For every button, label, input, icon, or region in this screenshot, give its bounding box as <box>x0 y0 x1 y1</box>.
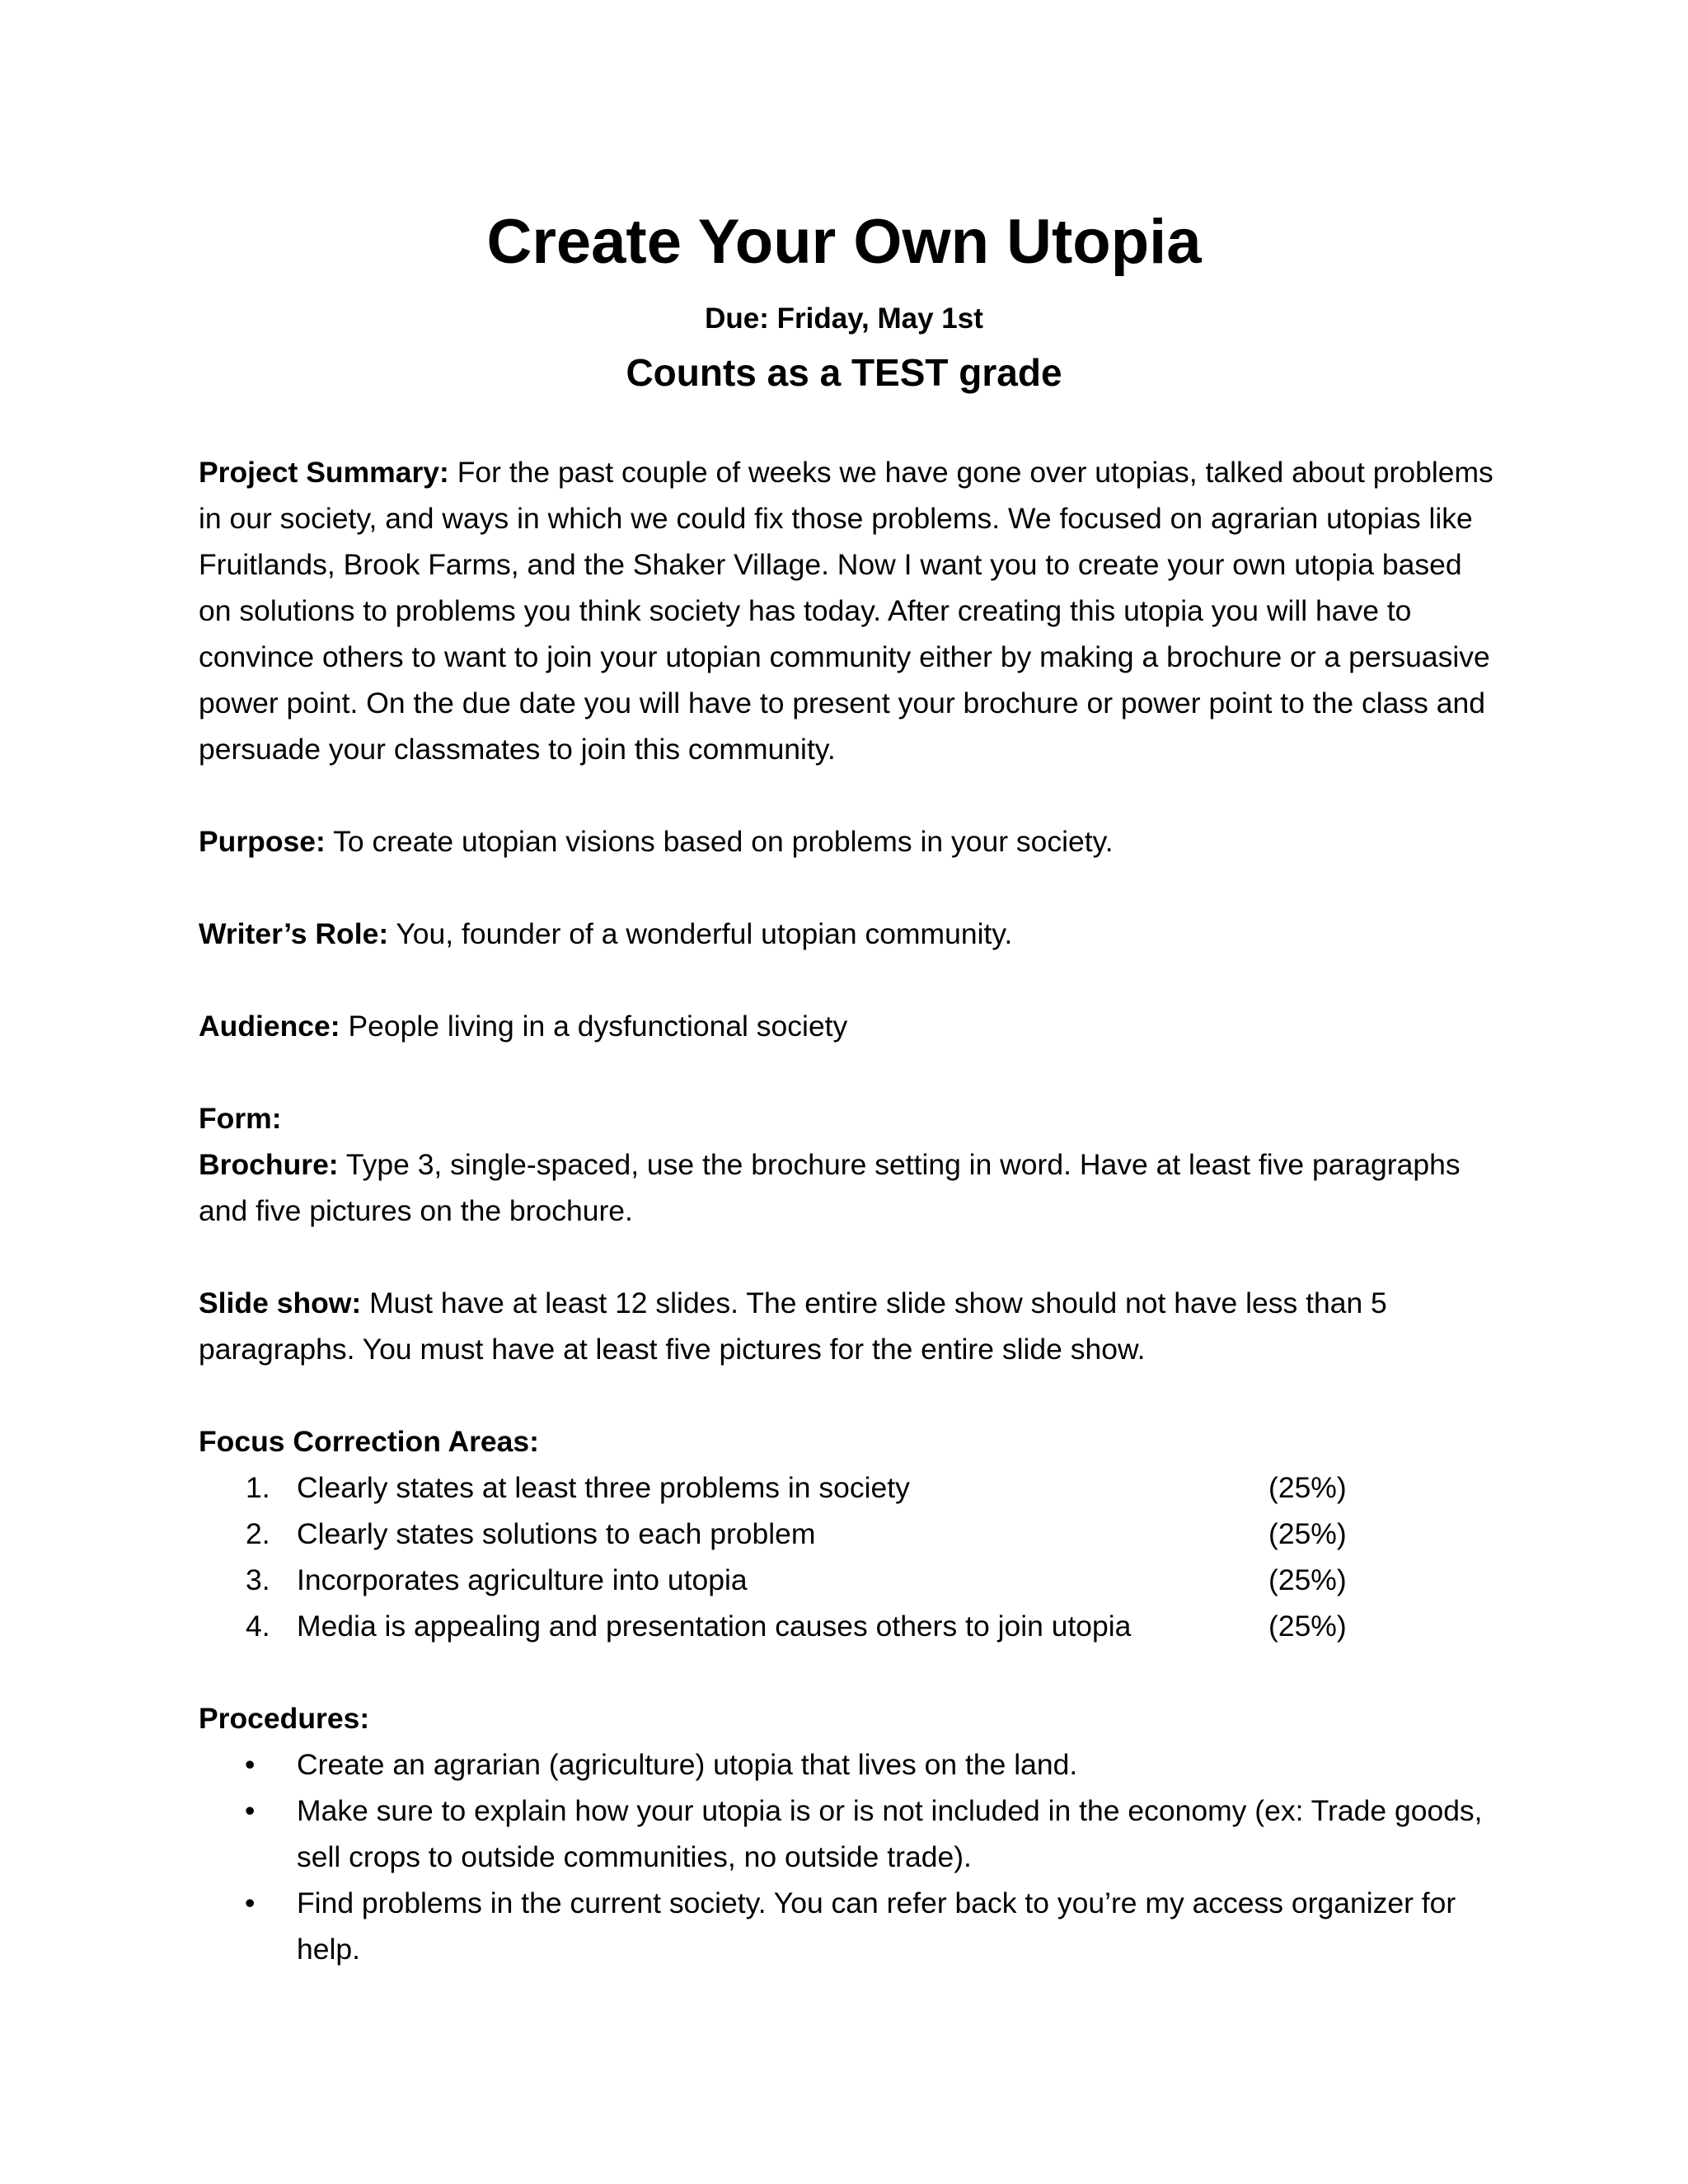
form-heading: Form: <box>199 1102 282 1135</box>
focus-correction-list <box>199 1465 1501 1649</box>
list-item-weight: (25%) <box>1268 1610 1347 1643</box>
list-item <box>199 1741 1517 1788</box>
list-item <box>199 1880 1517 1972</box>
brochure-section <box>199 1141 1501 1234</box>
grade-weight-subtitle: Counts as a TEST grade <box>626 351 1062 394</box>
list-item-number: 1. <box>246 1471 270 1504</box>
purpose-label: Purpose: <box>199 825 326 858</box>
procedures-heading: Procedures: <box>199 1702 370 1735</box>
list-item <box>199 1788 1517 1880</box>
bullet-icon: • <box>245 1748 256 1781</box>
writers-role-text: You, founder of a wonderful utopian community. <box>388 917 1013 950</box>
purpose-text: To create utopian visions based on problems in your society. <box>325 825 1114 858</box>
brochure-label: Brochure: <box>199 1148 339 1181</box>
audience-text: People living in a dysfunctional society <box>340 1010 848 1043</box>
list-item-text: Clearly states solutions to each problem <box>297 1517 816 1550</box>
list-item <box>199 1603 1501 1649</box>
list-item-number: 4. <box>246 1610 270 1643</box>
list-item-text: Incorporates agriculture into utopia <box>297 1563 748 1596</box>
brochure-text: Type 3, single-spaced, use the brochure setting in word. Have at least five paragraphs and five pictures on the brochure. <box>199 1148 1461 1227</box>
bullet-icon: • <box>245 1886 256 1919</box>
slideshow-text: Must have at least 12 slides. The entire slide show should not have less than 5 paragraphs. You must have at least five pictures for the entire slide show. <box>199 1286 1387 1366</box>
writers-role-label: Writer’s Role: <box>199 917 389 950</box>
project-summary-section <box>199 449 1501 772</box>
page-title: Create Your Own Utopia <box>486 207 1202 277</box>
audience-section <box>199 1003 1501 1049</box>
list-item-number: 2. <box>246 1517 270 1550</box>
audience-label: Audience: <box>199 1010 340 1043</box>
list-item-weight: (25%) <box>1268 1517 1347 1550</box>
project-summary-text: For the past couple of weeks we have gone over utopias, talked about problems in our society, and ways in which we could fix those problems. We focused on agrarian utopias like Fruitlands, Brook Farms, and the Shaker Village. Now I want you to create your own utopia based on solutions to problems you think society has today. After creating this utopia you will have to convince others to want to join your utopian community either by making a brochure or a persuasive power point. On the due date you will have to present your brochure or power point to the class and persuade your classmates to join this community. <box>199 456 1493 766</box>
due-date: Due: Friday, May 1st <box>705 302 983 335</box>
list-item-text: Clearly states at least three problems in society <box>297 1471 910 1504</box>
slideshow-section <box>199 1280 1501 1372</box>
list-item <box>199 1511 1501 1557</box>
purpose-section <box>199 818 1501 865</box>
list-item <box>199 1557 1501 1603</box>
list-item-text: Find problems in the current society. You can refer back to you’re my access organizer for help. <box>297 1886 1456 1966</box>
list-item <box>199 1465 1501 1511</box>
writers-role-section <box>199 911 1501 957</box>
list-item-number: 3. <box>246 1563 270 1596</box>
document-body <box>199 449 1501 1972</box>
bullet-icon: • <box>245 1794 256 1827</box>
slideshow-label: Slide show: <box>199 1286 362 1319</box>
list-item-weight: (25%) <box>1268 1471 1347 1504</box>
list-item-weight: (25%) <box>1268 1563 1347 1596</box>
procedures-list <box>199 1741 1501 1972</box>
list-item-text: Media is appealing and presentation causes others to join utopia <box>297 1610 1132 1643</box>
focus-correction-heading: Focus Correction Areas: <box>199 1425 539 1458</box>
project-summary-label: Project Summary: <box>199 456 449 489</box>
list-item-text: Make sure to explain how your utopia is or is not included in the economy (ex: Trade goods, sell crops to outside communities, no outside trade). <box>297 1794 1483 1873</box>
list-item-text: Create an agrarian (agriculture) utopia that lives on the land. <box>297 1748 1078 1781</box>
